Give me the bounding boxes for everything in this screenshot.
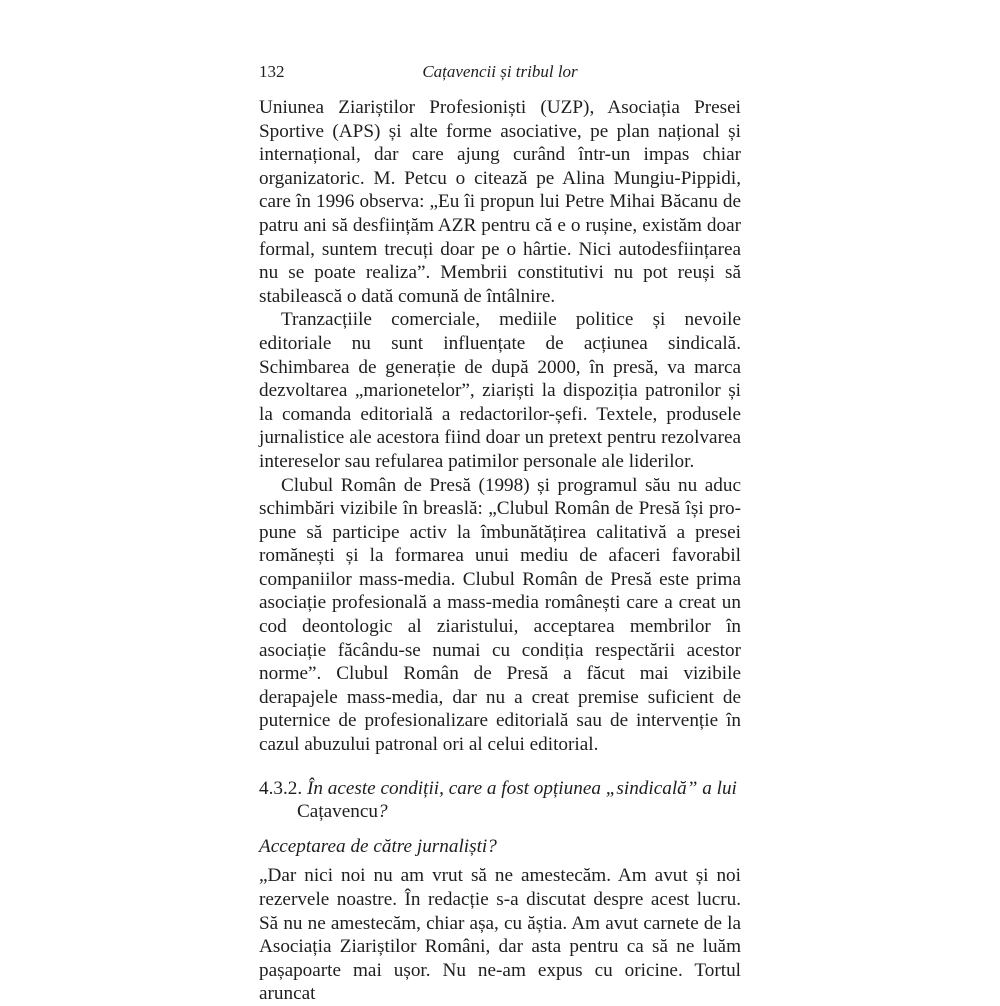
running-title: Cațavencii și tribul lor bbox=[422, 62, 578, 81]
section-title-end: Cațavencu bbox=[297, 801, 378, 823]
body-text bbox=[259, 96, 741, 1006]
section-number: 4.3.2. bbox=[259, 777, 303, 799]
paragraph: Tranzacțiile comerciale, mediile politice și nevoile editoriale nu sunt influențate de acțiunea sindicală. Schimbarea de generație de după 2000, în presă, va marca dezvoltarea „marionetelor”, ziariști la dispoziția patronilor și la comanda editorială a redactorilor-șefi. Textele, produsele jurnalistice ale acestora fiind doar un pretext pentru rezolvarea intereselor sau refularea patimilor personale ale liderilor. bbox=[259, 309, 741, 472]
page-number: 132 bbox=[259, 62, 285, 81]
paragraph: Clubul Român de Presă (1998) și programul său nu aduc schimbări vizibile în breaslă: „Clubul Român de Presă își propune să participe activ la îmbunătățirea calitativă a presei romănești și la formarea unui mediu de afaceri favorabil companiilor mass-media. Clubul Român de Presă este prima asociație profesională a mass-media românești care a creat un cod deontologic al ziaristului, acceptarea membrilor în asociație făcându-se numai cu condiția respectării acestor norme”. Clubul Român de Presă a făcut mai vizibile derapajele mass-media, dar nu a creat premise suficient de puternice de profesionalizare editorială sau de intervenție în cazul abuzului patronal ori al celui editorial. bbox=[259, 474, 741, 756]
section-title-question-mark: ? bbox=[377, 801, 388, 823]
quote-paragraph: „Dar nici noi nu am vrut să ne amestecăm. Am avut și noi rezervele noastre. În redacție s-a discutat despre acest lucru. Să nu ne amestecăm, chiar așa, cu ăștia. Am avut carnete de la Asociația Ziariștilor Români, dar asta pentru ca să ne luăm pașapoarte mai ușor. Nu ne-am expus cu oricine. Tortul aruncat bbox=[259, 865, 741, 1005]
page-header bbox=[259, 52, 741, 92]
section-title-italic: În aceste condiții, care a fost opțiunea „sindicală” a lui bbox=[306, 777, 737, 799]
paragraph: Uniunea Ziariștilor Profesioniști (UZP), Asociația Presei Sportive (APS) și alte forme asociative, pe plan național și internațional, dar care ajung curând într-un impas chiar organizatoric. M. Petcu o citează pe Alina Mungiu-Pippidi, care în 1996 observa: „Eu îi propun lui Petre Mihai Băcanu de patru ani să desființăm AZR pentru că e o rușine, existăm doar formal, suntem trecuți doar pe o hârtie. Nici autodesființarea nu se poate realiza”. Membrii constitutivi nu pot reuși să stabilească o dată comună de întâlnire. bbox=[259, 97, 741, 307]
section-heading bbox=[259, 777, 741, 824]
subheading: Acceptarea de către jurnaliști? bbox=[259, 835, 497, 857]
